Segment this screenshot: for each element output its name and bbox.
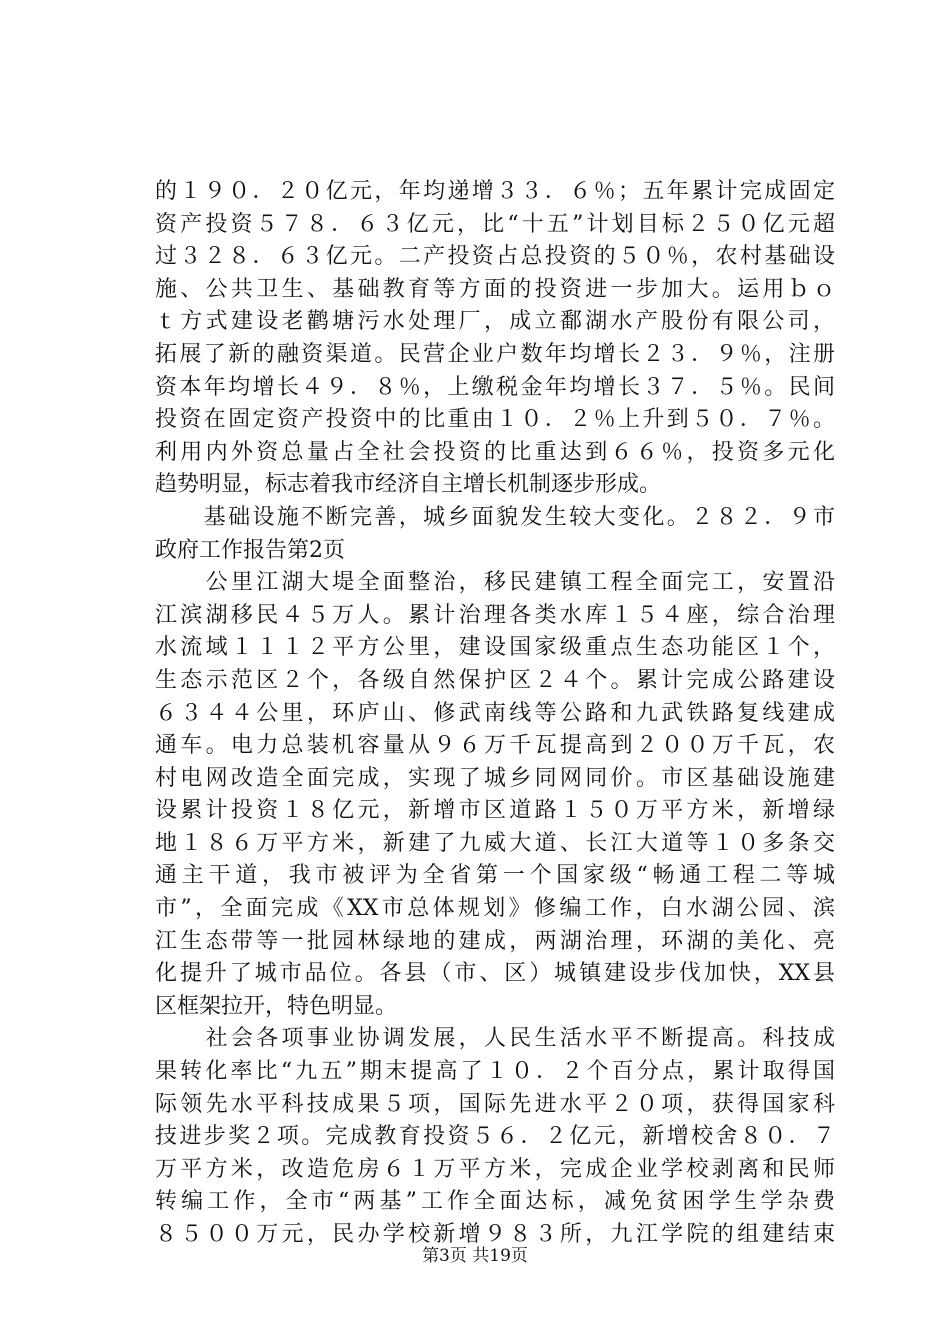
text-line: 江滨湖移民４５万人。累计治理各类水库１５４座，综合治理 [155,602,835,628]
text-line: 地１８６万平方米，新建了九威大道、长江大道等１０多条交 [155,830,835,856]
text-line: 拓展了新的融资渠道。民营企业户数年均增长２３．９％，注册 [155,341,835,367]
body-text [155,176,835,1252]
text-line: 利用内外资总量占全社会投资的比重达到６６％，投资多元化 [155,439,835,465]
text-line: 趋势明显，标志着我市经济自主增长机制逐步形成。 [155,472,662,498]
text-line: 生态示范区２个，各级自然保护区２４个。累计完成公路建设 [155,667,835,693]
text-line: 社会各项事业协调发展，人民生活水平不断提高。科技成 [155,1026,835,1052]
text-line: 市”，全面完成《XX市总体规划》修编工作，白水湖公园、滨 [155,896,835,922]
text-line: 村电网改造全面完成，实现了城乡同网同价。市区基础设施建 [155,765,835,791]
text-line: 政府工作报告第2页 [155,537,345,563]
text-line: 过３２８．６３亿元。二产投资占总投资的５０％，农村基础设 [155,244,835,270]
text-line: 果转化率比“九五”期末提高了１０．２个百分点，累计取得国 [155,1059,835,1085]
text-line: 施、公共卫生、基础教育等方面的投资进一步加大。运用ｂｏ [155,276,835,302]
text-line: 设累计投资１８亿元，新增市区道路１５０万平方米，新增绿 [155,798,835,824]
text-line: 公里江湖大堤全面整治，移民建镇工程全面完工，安置沿 [155,570,835,596]
text-line: 水流域１１１２平方公里，建设国家级重点生态功能区１个， [155,635,835,661]
text-line: 技进步奖２项。完成教育投资５６．２亿元，新增校舍８０．７ [155,1124,835,1150]
text-line: 通主干道，我市被评为全省第一个国家级“畅通工程二等城 [155,863,835,889]
text-line: ８５００万元，民办学校新增９８３所，九江学院的组建结束 [155,1222,835,1247]
text-line: 江生态带等一批园林绿地的建成，两湖治理，环湖的美化、亮 [155,928,835,954]
text-line: 区框架拉开，特色明显。 [155,993,398,1019]
text-line: 际领先水平科技成果５项，国际先进水平２０项，获得国家科 [155,1091,835,1117]
text-line: 通车。电力总装机容量从９６万千瓦提高到２００万千瓦，农 [155,733,835,759]
text-line: 资本年均增长４９．８％，上缴税金年均增长３７．５％。民间 [155,374,835,400]
text-line: 投资在固定资产投资中的比重由１０．２％上升到５０．７％。 [155,407,835,433]
text-line: 的１９０．２０亿元，年均递增３３．６％；五年累计完成固定 [155,179,835,204]
text-line: 化提升了城市品位。各县（市、区）城镇建设步伐加快，XX县 [155,961,835,987]
text-line: ｔ方式建设老鹳塘污水处理厂，成立鄱湖水产股份有限公司， [155,309,835,335]
text-line: 基础设施不断完善，城乡面貌发生较大变化。２８２．９市 [155,504,835,530]
text-line: ６３４４公里，环庐山、修武南线等公路和九武铁路复线建成 [155,700,835,726]
text-line: 资产投资５７８．６３亿元，比“十五”计划目标２５０亿元超 [155,211,835,237]
text-line: 万平方米，改造危房６１万平方米，完成企业学校剥离和民师 [155,1156,835,1182]
text-line: 转编工作，全市“两基”工作全面达标，减免贫困学生学杂费 [155,1189,835,1215]
page-footer: 第3页 共19页 [422,1246,528,1266]
